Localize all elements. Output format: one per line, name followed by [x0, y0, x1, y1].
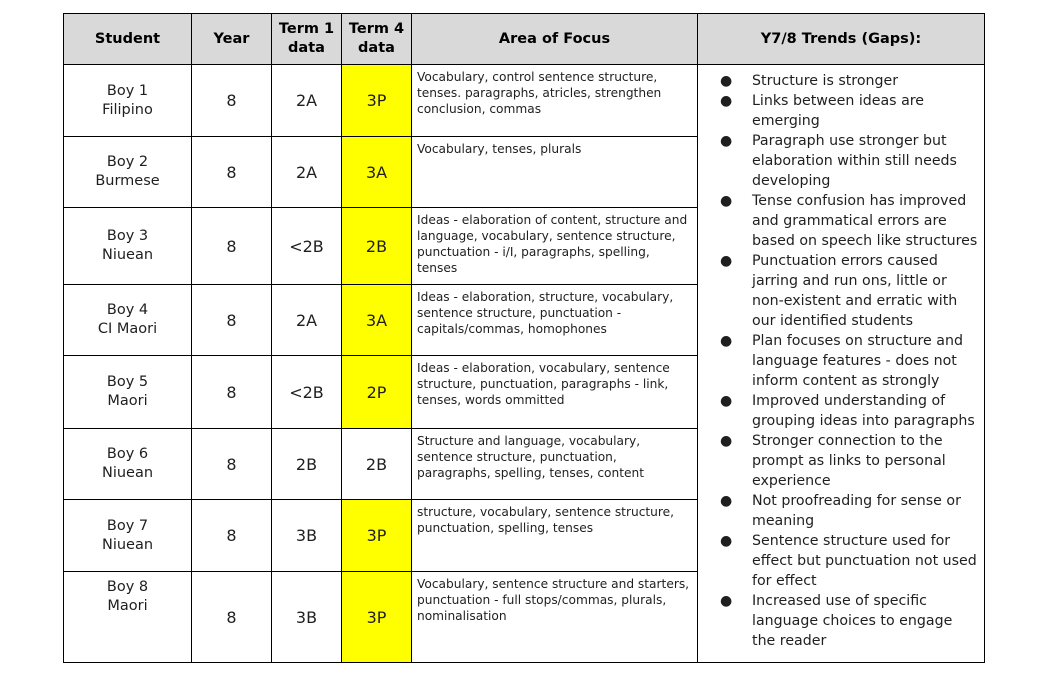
- trend-text: Tense confusion has improved and grammatical errors are based on speech like structures: [752, 193, 978, 249]
- term1-cell: 2A: [272, 137, 342, 208]
- bullet-icon: ●: [720, 433, 733, 449]
- year-cell: 8: [192, 137, 272, 208]
- student-data-table: [63, 13, 985, 663]
- bullet-icon: ●: [720, 133, 733, 149]
- student-ethnicity: Filipino: [102, 101, 153, 118]
- year-cell: 8: [192, 572, 272, 663]
- trend-text: Improved understanding of grouping ideas into paragraphs: [752, 393, 975, 429]
- trend-item: [702, 331, 978, 391]
- focus-cell: Ideas - elaboration of content, structure and language, vocabulary, sentence structure, punctuation - i/I, paragraphs, spelling, tenses: [412, 208, 698, 285]
- table-row: [64, 65, 985, 137]
- student-name: Boy 1: [106, 82, 149, 99]
- student-name: Boy 7: [106, 517, 149, 534]
- header-term4: Term 4 data: [342, 14, 412, 65]
- header-trends: Y7/8 Trends (Gaps):: [698, 14, 985, 65]
- bullet-icon: ●: [720, 533, 733, 549]
- header-term1: Term 1 data: [272, 14, 342, 65]
- trend-item: [702, 191, 978, 251]
- term1-cell: <2B: [272, 208, 342, 285]
- term4-cell: 2B: [342, 429, 412, 500]
- year-cell: 8: [192, 208, 272, 285]
- trend-item: [702, 391, 978, 431]
- term1-cell: 3B: [272, 572, 342, 663]
- bullet-icon: ●: [720, 253, 733, 269]
- trend-text: Increased use of specific language choices to engage the reader: [752, 593, 953, 649]
- student-cell: [64, 208, 192, 285]
- student-name: Boy 8: [106, 579, 149, 595]
- student-cell: [64, 285, 192, 356]
- student-cell: [64, 572, 192, 663]
- bullet-icon: ●: [720, 333, 733, 349]
- header-student: Student: [64, 14, 192, 65]
- term4-cell: 3P: [342, 572, 412, 663]
- student-ethnicity: Niuean: [101, 247, 154, 263]
- term1-cell: 2A: [272, 65, 342, 137]
- focus-cell: structure, vocabulary, sentence structure, punctuation, spelling, tenses: [412, 500, 698, 572]
- term1-cell: <2B: [272, 356, 342, 429]
- student-cell: [64, 356, 192, 429]
- trend-item: [702, 431, 978, 491]
- student-cell: [64, 429, 192, 500]
- year-cell: 8: [192, 500, 272, 572]
- trend-text: Not proofreading for sense or meaning: [752, 493, 961, 529]
- trend-item: [702, 91, 978, 131]
- trend-item: [702, 131, 978, 191]
- term1-cell: 2B: [272, 429, 342, 500]
- focus-cell: Vocabulary, sentence structure and starters, punctuation - full stops/commas, plurals, nominalisation: [412, 572, 698, 663]
- student-ethnicity: Niuean: [101, 536, 154, 553]
- trend-item: [702, 531, 978, 591]
- year-cell: 8: [192, 356, 272, 429]
- bullet-icon: ●: [720, 393, 733, 409]
- year-cell: 8: [192, 429, 272, 500]
- student-name: Boy 2: [106, 154, 149, 170]
- term4-cell: 2B: [342, 208, 412, 285]
- header-year: Year: [192, 14, 272, 65]
- student-cell: [64, 65, 192, 137]
- focus-cell: Ideas - elaboration, vocabulary, sentence structure, punctuation, paragraphs - link, tenses, words ommitted: [412, 356, 698, 429]
- year-cell: 8: [192, 285, 272, 356]
- student-ethnicity: Maori: [107, 393, 148, 409]
- bullet-icon: ●: [720, 93, 733, 109]
- focus-cell: Structure and language, vocabulary, sentence structure, punctuation, paragraphs, spelling, tenses, content: [412, 429, 698, 500]
- trend-item: [702, 591, 978, 651]
- focus-cell: Vocabulary, control sentence structure, tenses. paragraphs, atricles, strengthen conclusion, commas: [412, 65, 698, 137]
- student-name: Boy 3: [106, 228, 149, 244]
- term4-cell: 3A: [342, 285, 412, 356]
- term1-cell: 3B: [272, 500, 342, 572]
- student-cell: [64, 137, 192, 208]
- student-cell: [64, 500, 192, 572]
- student-ethnicity: Niuean: [101, 465, 154, 481]
- student-ethnicity: CI Maori: [97, 321, 158, 337]
- term1-cell: 2A: [272, 285, 342, 356]
- trends-list: [702, 71, 978, 651]
- bullet-icon: ●: [720, 493, 733, 509]
- student-name: Boy 6: [106, 446, 149, 462]
- student-ethnicity: Maori: [107, 598, 148, 614]
- student-ethnicity: Burmese: [95, 173, 160, 189]
- trend-item: [702, 71, 978, 91]
- term4-cell: 2P: [342, 356, 412, 429]
- focus-cell: Vocabulary, tenses, plurals: [412, 137, 698, 208]
- trend-text: Punctuation errors caused jarring and run ons, little or non-existent and erratic with our identified students: [752, 253, 958, 329]
- term4-cell: 3A: [342, 137, 412, 208]
- trend-text: Structure is stronger: [752, 73, 899, 89]
- trend-text: Links between ideas are emerging: [752, 93, 925, 129]
- year-cell: 8: [192, 65, 272, 137]
- trend-text: Sentence structure used for effect but punctuation not used for effect: [752, 533, 977, 589]
- term4-cell: 3P: [342, 500, 412, 572]
- trend-item: [702, 251, 978, 331]
- trend-text: Stronger connection to the prompt as links to personal experience: [752, 433, 946, 489]
- header-row: [64, 14, 985, 65]
- trend-text: Plan focuses on structure and language features - does not inform content as strongly: [752, 333, 963, 389]
- bullet-icon: ●: [720, 593, 733, 609]
- student-name: Boy 5: [106, 374, 149, 390]
- bullet-icon: ●: [720, 193, 733, 209]
- bullet-icon: ●: [720, 73, 733, 89]
- trend-item: [702, 491, 978, 531]
- student-name: Boy 4: [106, 302, 149, 318]
- trends-cell: [698, 65, 985, 663]
- term4-cell: 3P: [342, 65, 412, 137]
- focus-cell: Ideas - elaboration, structure, vocabulary, sentence structure, punctuation - capitals/commas, homophones: [412, 285, 698, 356]
- header-area-of-focus: Area of Focus: [412, 14, 698, 65]
- trend-text: Paragraph use stronger but elaboration within still needs developing: [752, 133, 957, 189]
